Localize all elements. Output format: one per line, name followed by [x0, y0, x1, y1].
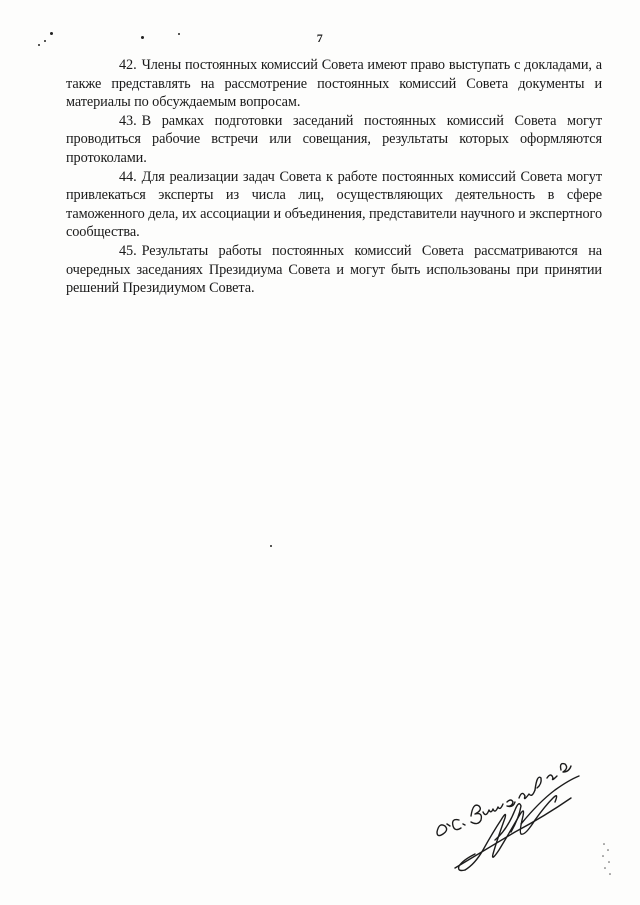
document-body	[66, 56, 602, 298]
paragraph-number: 43.	[119, 112, 137, 129]
handwritten-signature	[425, 720, 605, 880]
paragraph-number: 45.	[119, 242, 137, 259]
paragraph-43	[66, 112, 602, 168]
paragraph-number: 42.	[119, 57, 137, 73]
paragraph-number: 44.	[119, 168, 137, 185]
paragraph-44	[66, 168, 602, 242]
scan-speck	[270, 545, 272, 547]
paragraph-text: Для реализации задач Совета к работе постоянных комиссий Совета могут привлекаться эксперты из числа лиц, осуществляющих деятельность в сфере таможенного дела, их ассоциации и объединения, представители научного и экспертного сообщества.	[66, 168, 602, 241]
paragraph-42	[66, 56, 602, 112]
scan-marks	[600, 840, 614, 880]
paragraph-text: Члены постоянных комиссий Совета имеют право выступать с докладами, а также представлять на рассмотрение постоянных комиссий Совета документы и материалы по обсуждаемым вопросам.	[66, 57, 602, 111]
paragraph-text: Результаты работы постоянных комиссий Совета рассматриваются на очередных заседаниях Президиума Совета и могут быть использованы при принятии решений Президиумом Совета.	[66, 242, 602, 297]
paragraph-text: В рамках подготовки заседаний постоянных комиссий Совета могут проводиться рабочие встречи или совещания, результаты которых оформляются протоколами.	[66, 112, 602, 166]
paragraph-45	[66, 242, 602, 298]
page-number: 7	[316, 31, 324, 45]
